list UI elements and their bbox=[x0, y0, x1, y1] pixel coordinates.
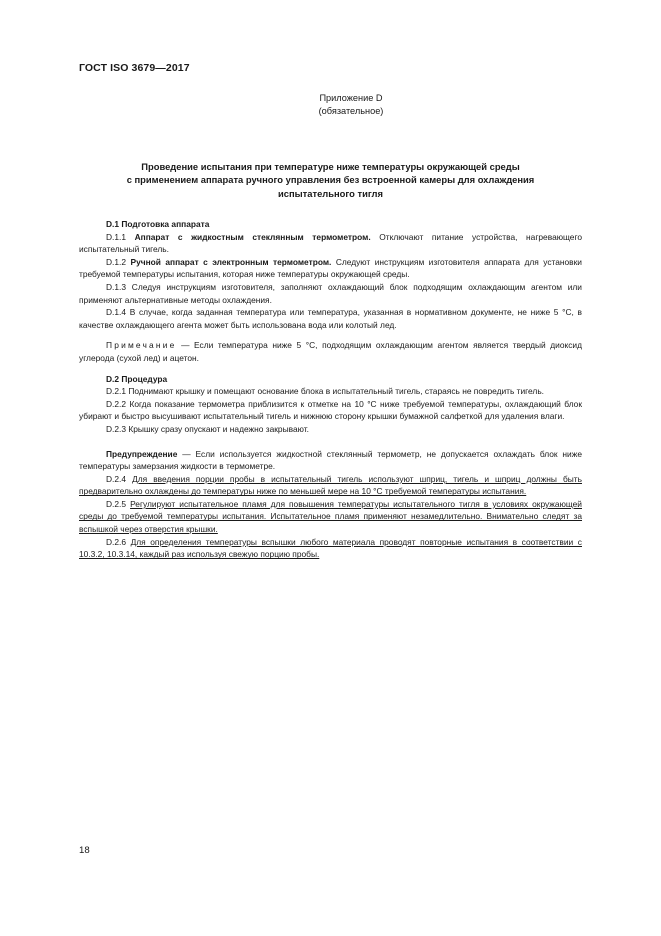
paragraph-lead: Аппарат с жидкостным стеклянным термометром. bbox=[134, 231, 371, 242]
paragraph-text: Для введения порции пробы в испытательный тигель используют шприц, тигель и шприц должны быть предварительно охлаждены до температуры ниже по меньшей мере на 10 °С требуемой температуры испытания. bbox=[79, 473, 582, 497]
appendix-label: Приложение D bbox=[319, 93, 383, 103]
paragraph-number: D.2.6 bbox=[106, 536, 131, 547]
paragraph-d2-2: D.2.2 Когда показание термометра приблизится к отметке на 10 °С ниже требуемой температуры, охлаждающий блок убирают и быстро высушивают испытательный тигель и нижнюю сторону крышки бумажной салфеткой для удаления влаги. bbox=[79, 398, 582, 422]
paragraph-d2-4 bbox=[79, 473, 582, 498]
paragraph-text: Для определения температуры вспышки любого материала проводят повторные испытания в соответствии с 10.3.2, 10.3.14, каждый раз используя свежую порцию пробы. bbox=[79, 536, 582, 560]
section-heading-d2: D.2 Процедура bbox=[106, 373, 168, 384]
warning-paragraph bbox=[79, 448, 582, 473]
paragraph-number: D.1.2 bbox=[106, 256, 131, 267]
paragraph-d2-1: D.2.1 Поднимают крышку и помещают основание блока в испытательный тигель, стараясь не повредить тигель. bbox=[106, 386, 545, 397]
paragraph-text: Регулируют испытательное пламя для повышения температуры испытательного тигля в условиях окружающей среды до требуемой температуры испытания. Испытательное пламя применяют незамедлительно. Внимательно следят за вспышкой через отверстия крышки. bbox=[79, 498, 582, 535]
note-text: — Если температура ниже 5 °С, подходящим охлаждающим агентом является твердый диоксид углерода (сухой лед) и ацетон. bbox=[79, 340, 582, 363]
appendix-block bbox=[290, 92, 412, 118]
document-header: ГОСТ ISO 3679—2017 bbox=[79, 62, 190, 74]
paragraph-number: D.2.4 bbox=[106, 473, 133, 484]
paragraph-d2-5 bbox=[79, 498, 582, 536]
paragraph-lead: Ручной аппарат с электронным термометром. bbox=[130, 256, 332, 267]
paragraph-d1-1 bbox=[79, 231, 582, 256]
appendix-title bbox=[79, 160, 582, 200]
title-line-1: Проведение испытания при температуре ниже температуры окружающей среды bbox=[141, 161, 520, 172]
title-line-3: испытательного тигля bbox=[278, 187, 383, 199]
paragraph-d1-3: D.1.3 Следуя инструкциям изготовителя, заполняют охлаждающий блок подходящим охлаждающим агентом или применяют альтернативные методы охлаждения. bbox=[79, 281, 582, 305]
document-body bbox=[79, 218, 582, 561]
paragraph-number: D.2.5 bbox=[106, 498, 131, 509]
paragraph-text: Следуют инструкциям изготовителя аппарата для установки требуемой температуры испытания, которая ниже температуры окружающей среды. bbox=[79, 256, 582, 280]
note-label: Примечание bbox=[106, 340, 177, 351]
title-line-2: с применением аппарата ручного управления без встроенной камеры для охлаждения bbox=[126, 174, 535, 186]
paragraph-number: D.1.1 bbox=[106, 231, 135, 242]
paragraph-d2-6 bbox=[79, 536, 582, 561]
paragraph-d2-3: D.2.3 Крышку сразу опускают и надежно закрывают. bbox=[106, 423, 309, 434]
section-heading-d1: D.1 Подготовка аппарата bbox=[106, 219, 210, 229]
warning-text: — Если используется жидкостной стеклянный термометр, не допускается охлаждать блок ниже температуры замерзания жидкости в термометре. bbox=[79, 448, 582, 472]
warning-label: Предупреждение bbox=[106, 448, 178, 459]
paragraph-d1-4: D.1.4 В случае, когда заданная температура или температура, указанная в нормативном документе, не ниже 5 °С, в качестве охлаждающего агента может быть использована вода или колотый лед. bbox=[79, 307, 582, 330]
paragraph-d1-2 bbox=[79, 256, 582, 281]
appendix-status: (обязательное) bbox=[318, 106, 384, 116]
note-paragraph bbox=[79, 339, 582, 364]
page-number: 18 bbox=[79, 845, 90, 856]
paragraph-text: Отключают питание устройства, нагревающего испытательный тигель. bbox=[79, 231, 582, 255]
